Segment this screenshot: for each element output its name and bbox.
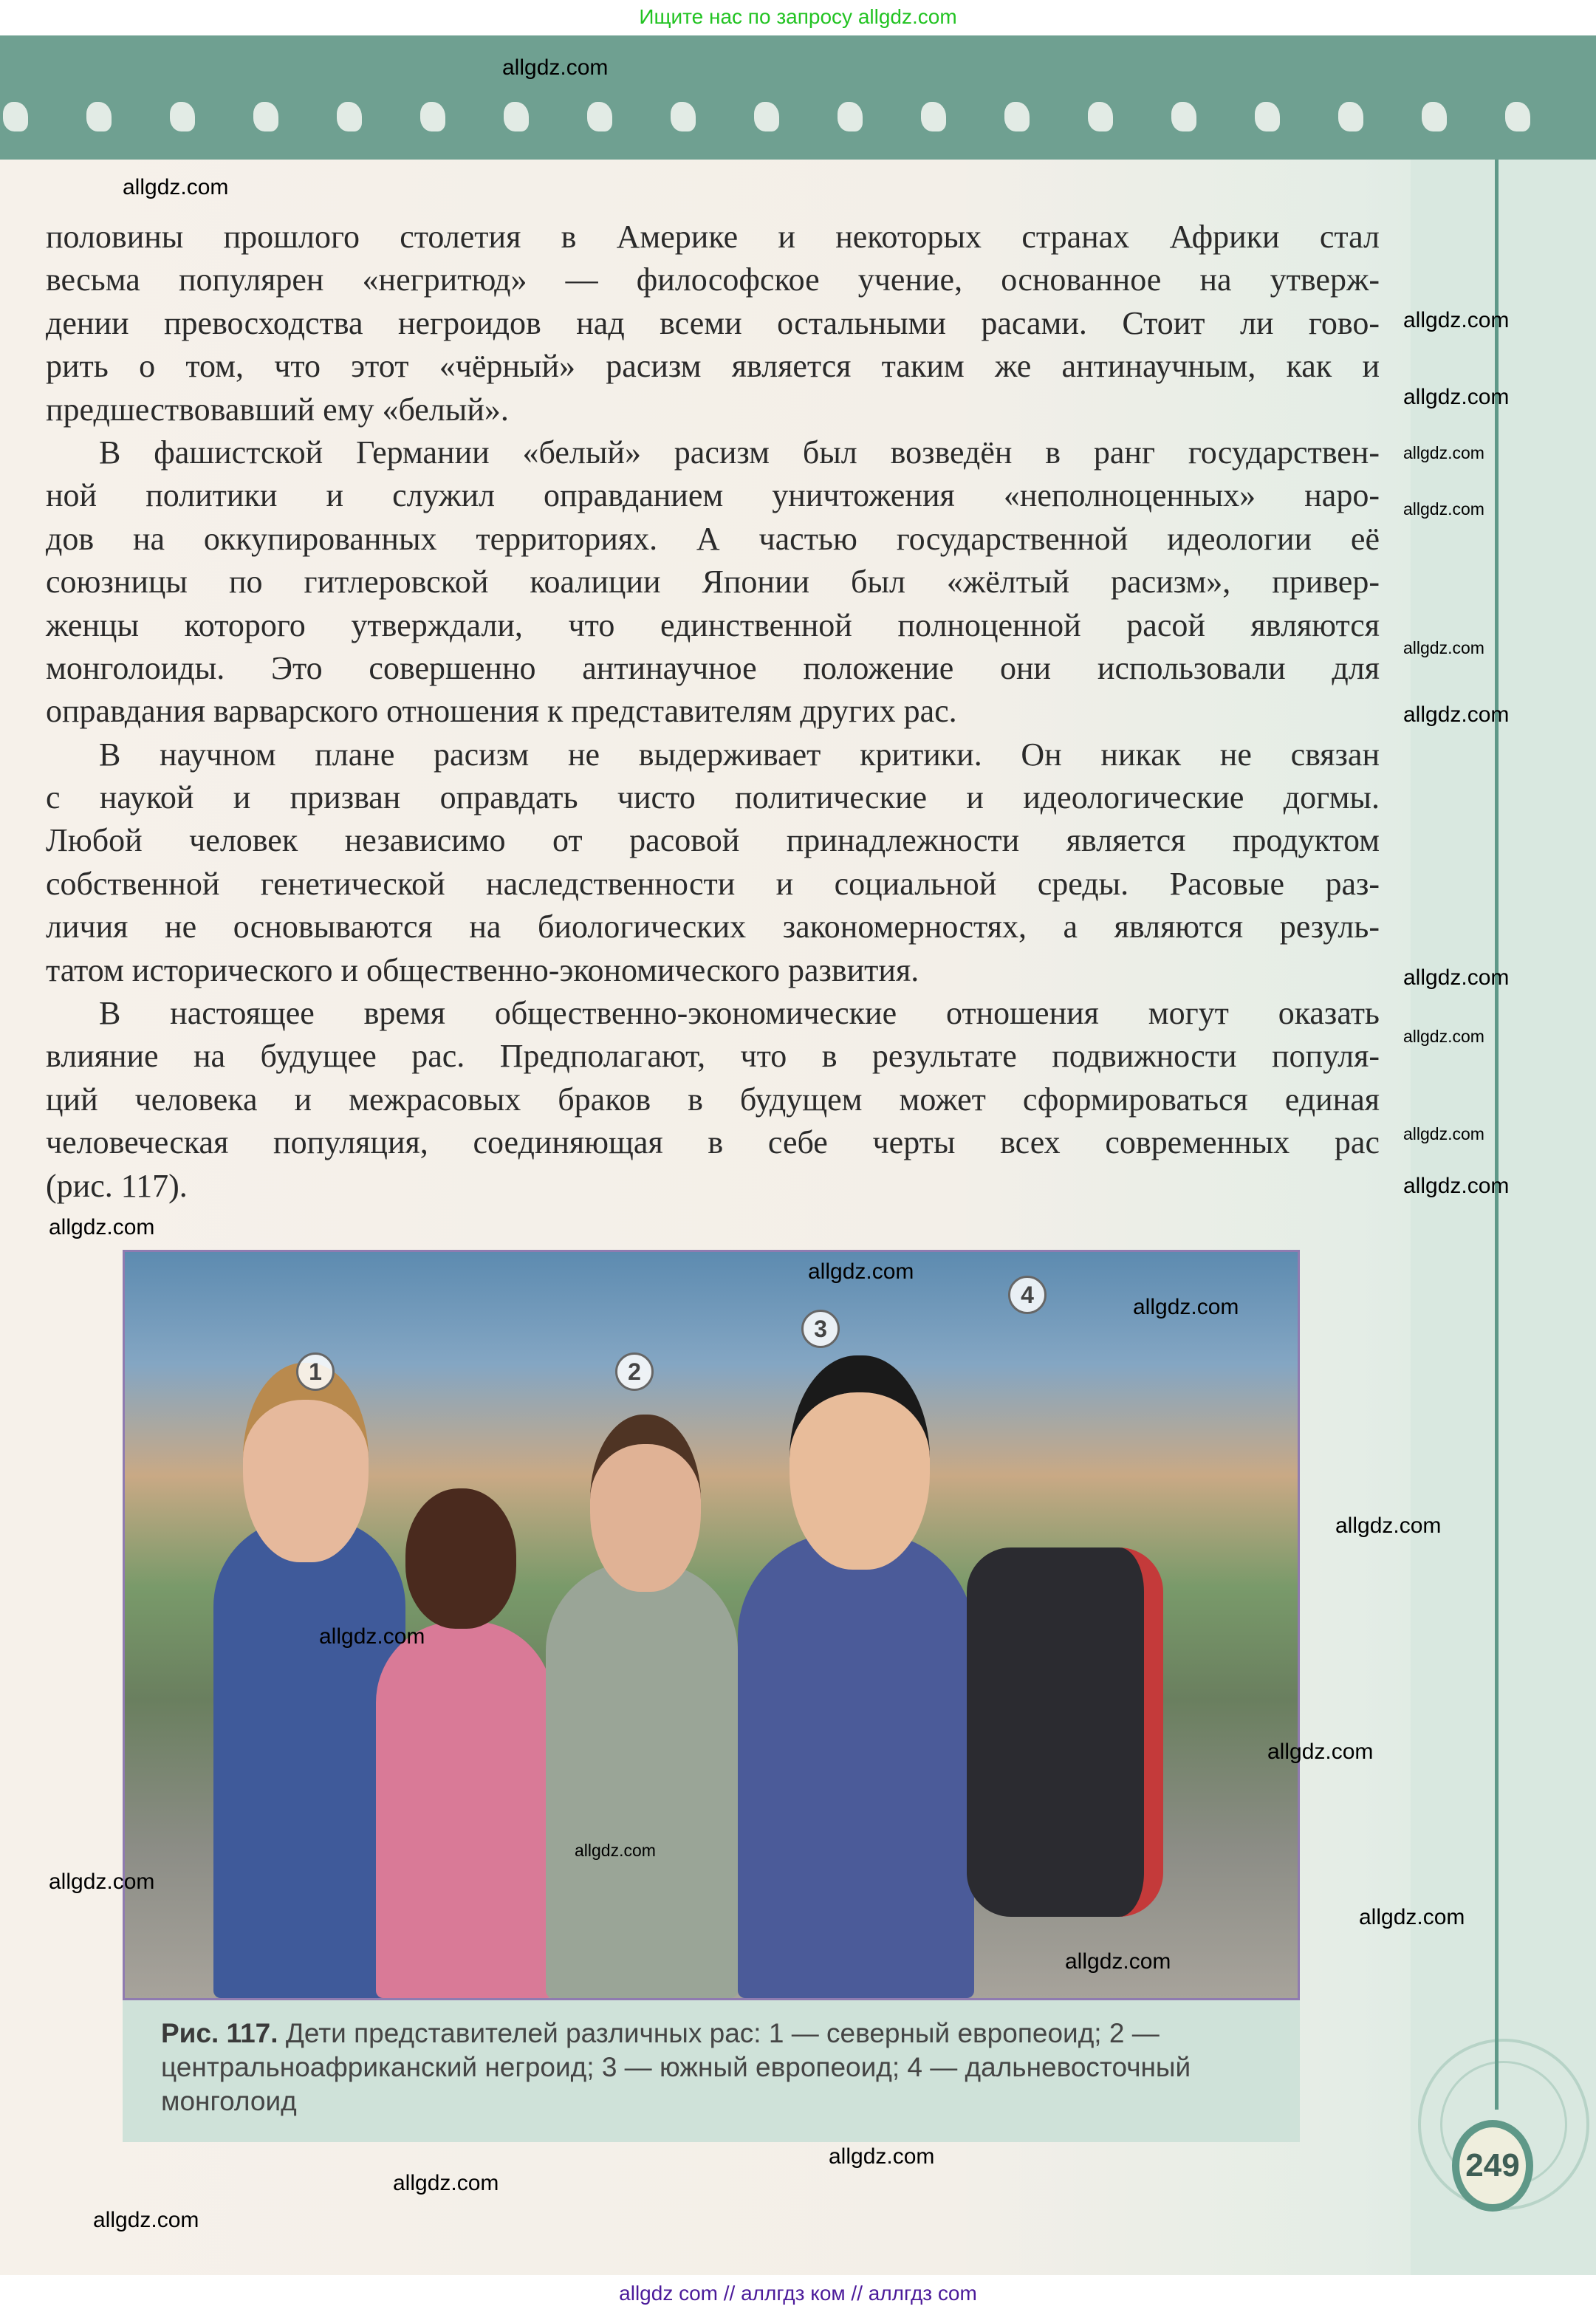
animal-silhouette-icon (1088, 102, 1113, 131)
text-line: женцы которого утверждали, что единственной полноценной расой являются (46, 606, 1380, 643)
text-line: (рис. 117). (46, 1167, 188, 1204)
page-number: 249 (1452, 2120, 1533, 2212)
animal-silhouettes-strip (0, 96, 1596, 140)
watermark: allgdz.com (1359, 1905, 1465, 1929)
text-line: оправдания варварского отношения к представителям других рас. (46, 693, 957, 730)
figure-117-photo (123, 1250, 1300, 2000)
watermark: allgdz.com (1403, 1124, 1484, 1143)
animal-silhouette-icon (86, 102, 112, 131)
watermark: allgdz.com (1267, 1740, 1374, 1764)
child-4-head (790, 1355, 930, 1570)
text-line: рить о том, что этот «чёрный» расизм является таким же антинаучным, как и (46, 348, 1380, 385)
child-3 (546, 1562, 738, 1998)
figure-caption (123, 2000, 1300, 2142)
watermark: allgdz.com (1065, 1949, 1171, 1974)
animal-silhouette-icon (1255, 102, 1280, 131)
animal-silhouette-icon (1171, 102, 1196, 131)
animal-silhouette-icon (170, 102, 195, 131)
watermark: allgdz.com (1403, 499, 1484, 519)
text-line: союзницы по гитлеровской коалиции Японии был «жёлтый расизм», привер- (46, 564, 1380, 601)
figure-badge-1: 1 (296, 1352, 335, 1391)
watermark: allgdz.com (808, 1259, 914, 1284)
text-line: личия не основываются на биологических закономерностях, а являются резуль- (46, 909, 1380, 945)
watermark: allgdz.com (393, 2171, 499, 2195)
caption-label: Рис. 117. (161, 2018, 278, 2048)
watermark: allgdz.com (829, 2144, 935, 2169)
animal-silhouette-icon (921, 102, 946, 131)
text-line: В настоящее время общественно-экономические отношения могут оказать (99, 995, 1380, 1032)
text-line: ной политики и служил оправданием уничтожения «неполноценных» наро- (46, 477, 1380, 514)
animal-silhouette-icon (253, 102, 278, 131)
text-line: влияние на будущее рас. Предполагают, что в результате подвижности популя- (46, 1038, 1380, 1075)
body-text (46, 216, 1380, 1208)
text-line: предшествовавший ему «белый». (46, 391, 509, 428)
animal-silhouette-icon (420, 102, 445, 131)
watermark: allgdz.com (1335, 1514, 1442, 1538)
watermark: allgdz.com (1403, 385, 1510, 409)
watermark: allgdz.com (123, 175, 229, 199)
watermark: allgdz.com (1403, 308, 1510, 332)
animal-silhouette-icon (1338, 102, 1363, 131)
text-line: ций человека и межрасовых браков в будущем может сформироваться единая (46, 1081, 1380, 1118)
child-2 (376, 1621, 553, 1998)
child-4 (738, 1533, 974, 1998)
backpack (967, 1547, 1163, 1917)
watermark: allgdz.com (49, 1870, 155, 1894)
watermark: allgdz.com (49, 1215, 155, 1239)
animal-silhouette-icon (587, 102, 612, 131)
animal-silhouette-icon (337, 102, 362, 131)
watermark: allgdz.com (1403, 1027, 1484, 1046)
watermark: allgdz.com (502, 55, 609, 80)
text-line: Любой человек независимо от расовой принадлежности является продуктом (46, 822, 1380, 859)
watermark: allgdz.com (1403, 443, 1484, 462)
figure-badge-2: 2 (615, 1352, 654, 1391)
figure-badge-3: 3 (801, 1310, 840, 1348)
text-line: В фашистской Германии «белый» расизм был возведён в ранг государствен- (99, 434, 1380, 471)
text-line: с наукой и призван оправдать чисто политические и идеологические догмы. (46, 779, 1380, 816)
child-2-head (405, 1488, 516, 1629)
text-line: собственной генетической наследственности и социальной среды. Расовые раз- (46, 865, 1380, 902)
animal-silhouette-icon (504, 102, 529, 131)
text-line: монголоиды. Это совершенно антинаучное положение они использовали для (46, 649, 1380, 686)
watermark: allgdz.com (93, 2208, 199, 2232)
text-line: В научном плане расизм не выдерживает критики. Он никак не связан (99, 736, 1380, 773)
text-line: человеческая популяция, соединяющая в себе черты всех современных рас (46, 1124, 1380, 1161)
text-line: дов на оккупированных территориях. А частью государственной идеологии её (46, 520, 1380, 557)
text-line: половины прошлого столетия в Америке и некоторых странах Африки стал (46, 219, 1380, 255)
watermark: allgdz.com (1403, 702, 1510, 727)
caption-text: Дети представителей различных рас: 1 — северный европеоид; 2 — центральноафриканский негроид; 3 — южный европеоид; 4 — дальневосточный монголоид (161, 2018, 1191, 2116)
footer-banner-text: allgdz com // аллгдз ком // аллгдз com (619, 2282, 977, 2305)
child-3-head (590, 1415, 701, 1592)
text-line: дении превосходства негроидов над всеми остальными расами. Стоит ли гово- (46, 304, 1380, 341)
text-line: весьма популярен «негритюд» — философское учение, основанное на утверж- (46, 261, 1380, 298)
margin-strip (1411, 160, 1596, 2275)
watermark: allgdz.com (1403, 1174, 1510, 1198)
watermark: allgdz.com (1403, 965, 1510, 990)
watermark: allgdz.com (1133, 1295, 1239, 1319)
child-1-head (243, 1363, 369, 1562)
margin-line (1495, 160, 1499, 2110)
search-banner (0, 0, 1596, 35)
footer-banner (0, 2275, 1596, 2310)
animal-silhouette-icon (3, 102, 28, 131)
watermark: allgdz.com (319, 1624, 425, 1649)
animal-silhouette-icon (838, 102, 863, 131)
animal-silhouette-icon (1004, 102, 1030, 131)
watermark: allgdz.com (1403, 638, 1484, 657)
search-banner-text: Ищите нас по запросу allgdz.com (639, 5, 957, 28)
animal-silhouette-icon (671, 102, 696, 131)
figure-badge-4: 4 (1008, 1276, 1047, 1314)
watermark: allgdz.com (575, 1841, 656, 1860)
animal-silhouette-icon (1505, 102, 1530, 131)
animal-silhouette-icon (1422, 102, 1447, 131)
animal-silhouette-icon (754, 102, 779, 131)
text-line: татом исторического и общественно-экономического развития. (46, 951, 919, 988)
